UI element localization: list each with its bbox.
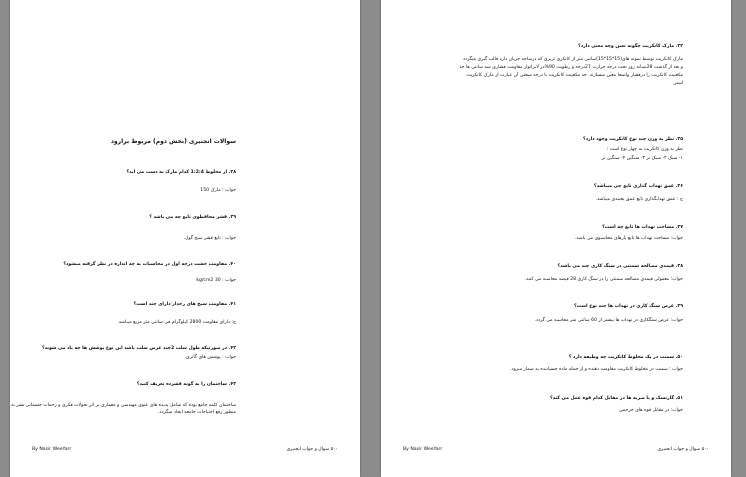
- question-35: ۳۵. نظر به وزن چند نوع کانکریت وجود دارد؟: [583, 137, 683, 142]
- question-43: ۴۳. ساختمان را به گونه فشرده تعریف کنید؟: [136, 382, 236, 387]
- answer-32-line3: مکعبیت کانکریت را درفشار واضحا معین میسازند. حد مکعبیت کانکریت با درجه سختی آن عبارت از مارک کانکریت: [466, 73, 683, 78]
- question-38: ۳۸. از مخلوط 1:2:4 کدام مارک به دست می اید؟: [126, 170, 236, 175]
- question-36: ۳۶. عمق تهداب گذاری تابع چی میباشد؟: [593, 184, 683, 189]
- answer-38-right: جواب: معمولی قیمدی مصالحه سمنتی را در سنگ کاری 28 فیصد محاسبه می کنند.: [524, 277, 683, 282]
- question-50: ۵۰. سمنت در یک مخلوط کانکریت چه وظیفه دارد ؟: [568, 355, 683, 360]
- answer-42: جواب : پوشش های گاتری.: [184, 355, 236, 360]
- answer-50: جواب : سمنت در مخلوط کانکریت مقاومت دهنده و از جمله ماده چسپاننده به شمار میرود.: [510, 367, 683, 372]
- answer-38: جواب : مارک 150: [200, 188, 236, 193]
- answer-32-line1: مارک کانکریت توسط نمونه های(15*15*15)سانتی متر از کانکری تریزی که درساحه جریان دارد قالب گیری میگردد: [463, 57, 683, 62]
- question-39: ۳۹. قشر محافظوی تابع چه می باشد ؟: [149, 215, 236, 220]
- answer-36: ج : عمق تهدابگذاری تابع عمق یخبندی میباشد.: [595, 197, 683, 202]
- answer-43-line2: منظور رفع احتیاجات جامعه ایجاد میگردد.: [157, 410, 236, 415]
- question-41: ۴۱. مقاومت سیخ های رخدار دارای چند است؟: [133, 302, 236, 307]
- document-page-left: [10, 0, 360, 477]
- answer-51: جواب: در مقابل قوه های حرجمی: [619, 408, 683, 413]
- question-38-right: ۳۸. قیمدی مصالحه سمنتی در سنگ کاری چند می باشد؟: [557, 264, 683, 269]
- question-39-right: ۳۹. عرض سنگ کاری در تهداب ها چند نوع است؟: [574, 304, 683, 309]
- question-32: ۳۲. مارک کانکریت چگونه تعین وچه معنی دارد؟: [578, 44, 683, 49]
- answer-35-line1: نظر به وزن کانکریت به چهار نوع است :: [606, 147, 683, 152]
- answer-41: ج: دارای مقاومت 2800 کیلوگرام فی سانتی متر مربع میباشد.: [117, 320, 236, 325]
- answer-37: جواب: مساحت تهداب ها تابع بارهای محاسبوی می باشد.: [574, 236, 683, 241]
- document-page-right: [381, 0, 731, 477]
- question-40: ۴۰. مقاومت خشت درجه اول در محاسبات به چه اندازه در نظر گرفته میشود؟: [63, 262, 236, 267]
- question-42: ۴۲. در صورتیکه طول سلب 2چند عرض سلب باشد این نوع پوشش ها چه یاد می شوند؟: [41, 346, 236, 351]
- footer-book-title: ۵۰۰ سوال و جواب انجنیری: [286, 447, 338, 452]
- answer-43-line1: ساختمان کلمه جامع بوده که شامل پدیده های عنوی مهندسی و معماری بر اثر تحولات فکری و زحمات جسمانی بشر به: [11, 403, 236, 408]
- answer-39: جواب : تابع قشر سیخ گول.: [183, 236, 236, 241]
- answer-35-line2: ۱- سبک ۲- سبک تر ۳- سنگین ۴- سنگین تر: [601, 156, 683, 161]
- footer-author: By Nasir WeeYarr: [403, 447, 443, 452]
- answer-40: جواب : 30 kg/cm2: [196, 278, 236, 283]
- footer-author: By Nasir WeeYarr: [32, 447, 72, 452]
- page-title: سوالات انجنیری (بخش دوم) مربوط برارود: [110, 138, 236, 145]
- answer-32-line2: و بعد از گذشت 28شبانه روز تحت درجه حرارت 27درجه و رطوبت 90%در لابراتوار مقاومت فشاری سه سانتی ها حد: [459, 65, 683, 70]
- footer-book-title: ۵۰۰ سوال و جواب انجنیری: [657, 447, 709, 452]
- question-51: ۵۱. گارنسک و یا ضربه ها در مقابل کدام قوه عمل می کند؟: [550, 396, 683, 401]
- answer-39-right: جواب: عرض سنگکاری در تهداب ها بیشتر از 60 سانتی متر محاسبه می گردد.: [534, 318, 683, 323]
- question-37: ۳۷. مساحت تهداب ها تابع چه است؟: [602, 225, 683, 230]
- answer-32-line4: استر.: [672, 81, 683, 86]
